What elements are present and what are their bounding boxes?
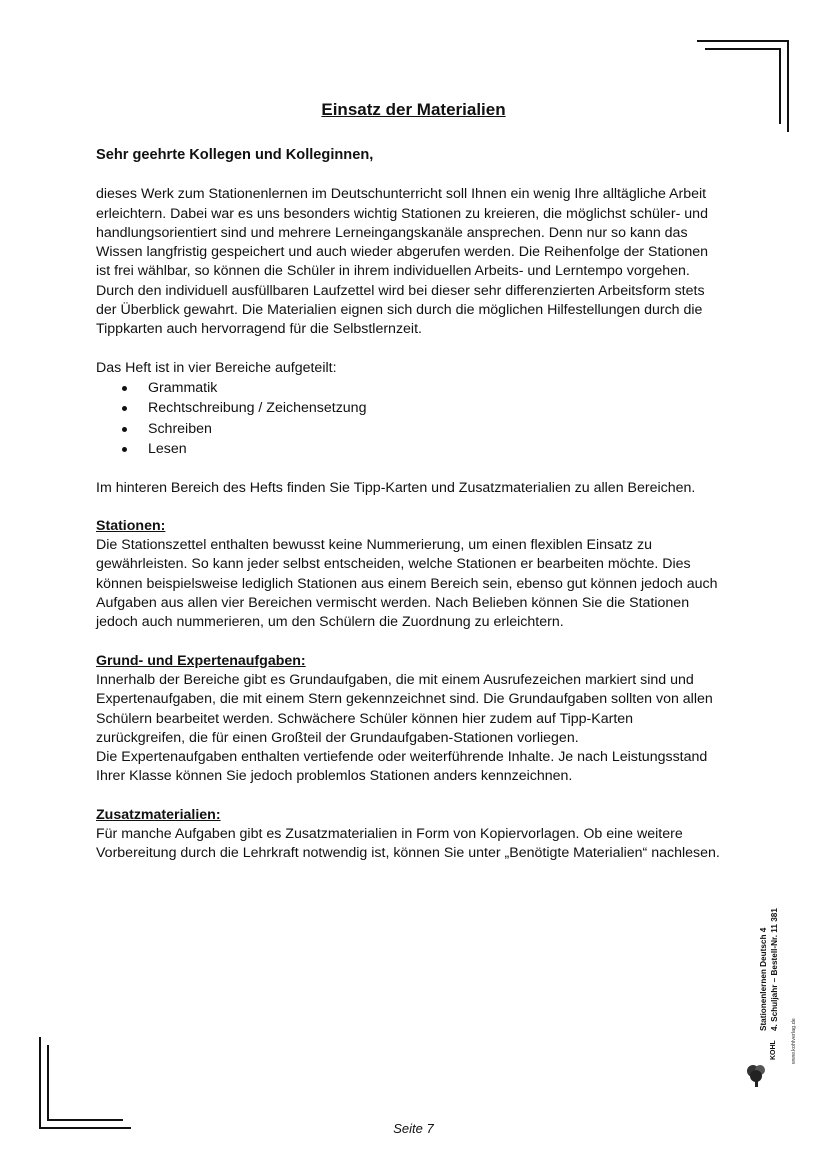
section-paragraph: Innerhalb der Bereiche gibt es Grundaufgaben, die mit einem Ausrufezeichen markiert sind und Expertenaufgaben, die mit einem Stern gekennzeichnet sind. Die Grundaufgaben sollten von allen Schülern bearbeitet werden. Schwächere Schüler können hier zudem auf Tipp-Karten zurückgreifen, die für einen Großteil der Grundaufgaben-Stationen vorliegen. [96, 671, 713, 746]
section-heading: Stationen: [96, 517, 166, 534]
corner-frame-bottom-left-inner [47, 1045, 123, 1121]
section-paragraph: Für manche Aufgaben gibt es Zusatzmaterialien in Form von Kopiervorlagen. Ob eine weitere Vorbereitung durch die Lehrkraft notwendig ist, können Sie unter „Benötigte Materialien“ nachlesen. [96, 826, 720, 862]
publisher-url: www.kohlverlag.de [791, 1018, 797, 1064]
publisher-name: KOHL [770, 1040, 777, 1060]
salutation: Sehr geehrte Kollegen und Kolleginnen, [96, 147, 374, 163]
publisher-tree-logo-icon [744, 1062, 770, 1088]
page-title: Einsatz der Materialien [321, 100, 506, 119]
book-title: Stationenlernen Deutsch 4 [759, 927, 768, 1031]
areas-list [96, 378, 726, 460]
list-item: Schreiben [148, 419, 726, 439]
intro-paragraph: dieses Werk zum Stationenlernen im Deutschunterricht soll Ihnen ein wenig Ihre alltägliche Arbeit erleichtern. Dabei war es uns besonders wichtig Stationen zu kreieren, die möglichst schüler- und handlungsorientiert sind und mehrere Lerneingangskanäle ansprechen. Denn nur so kann das Wissen langfristig gespeichert und auch wieder abgerufen werden. Die Reihenfolge der Stationen ist frei wählbar, so können die Schüler in ihrem individuellen Arbeits- und Lerntempo vorgehen. Durch den individuell ausfüllbaren Laufzettel wird bei dieser sehr differenzierten Arbeitsform stets der Überblick gewahrt. Die Materialien eignen sich durch die möglichen Hilfestellungen durch die Tippkarten auch hervorragend für die Selbstlernzeit. [96, 186, 709, 338]
section-heading: Zusatzmaterialien: [96, 806, 221, 823]
section-heading: Grund- und Expertenaufgaben: [96, 652, 306, 669]
side-book-info [758, 881, 780, 1031]
section-paragraph: Die Expertenaufgaben enthalten vertiefende oder weiterführende Inhalte. Je nach Leistungsstand Ihrer Klasse können Sie jedoch problemlos Stationen anders kennzeichnen. [96, 749, 708, 785]
section-zusatzmaterialien [96, 806, 726, 864]
areas-intro: Das Heft ist in vier Bereiche aufgeteilt: [96, 359, 337, 376]
areas-outro: Im hinteren Bereich des Hefts finden Sie Tipp-Karten und Zusatzmaterialien zu allen Bereichen. [96, 479, 696, 496]
section-stationen [96, 517, 726, 633]
section-grund-experten [96, 652, 726, 787]
list-item: Lesen [148, 439, 726, 459]
list-item: Grammatik [148, 378, 726, 398]
book-order-number: 4. Schuljahr – Bestell-Nr. 11 381 [770, 908, 779, 1031]
list-item: Rechtschreibung / Zeichensetzung [148, 398, 726, 418]
page-number: Seite 7 [393, 1121, 434, 1136]
section-paragraph: Die Stationszettel enthalten bewusst keine Nummerierung, um einen flexiblen Einsatz zu gewährleisten. So kann jeder selbst entscheiden, welche Stationen er bearbeiten möchte. Dies können beispielsweise lediglich Stationen aus einem Bereich sein, ebenso gut können jedoch auch Aufgaben aus allen vier Bereichen vermischt werden. Nach Belieben können Sie die Stationen jedoch auch nummerieren, um den Schülern die Zuordnung zu erleichtern. [96, 537, 718, 631]
document-body [96, 146, 726, 864]
